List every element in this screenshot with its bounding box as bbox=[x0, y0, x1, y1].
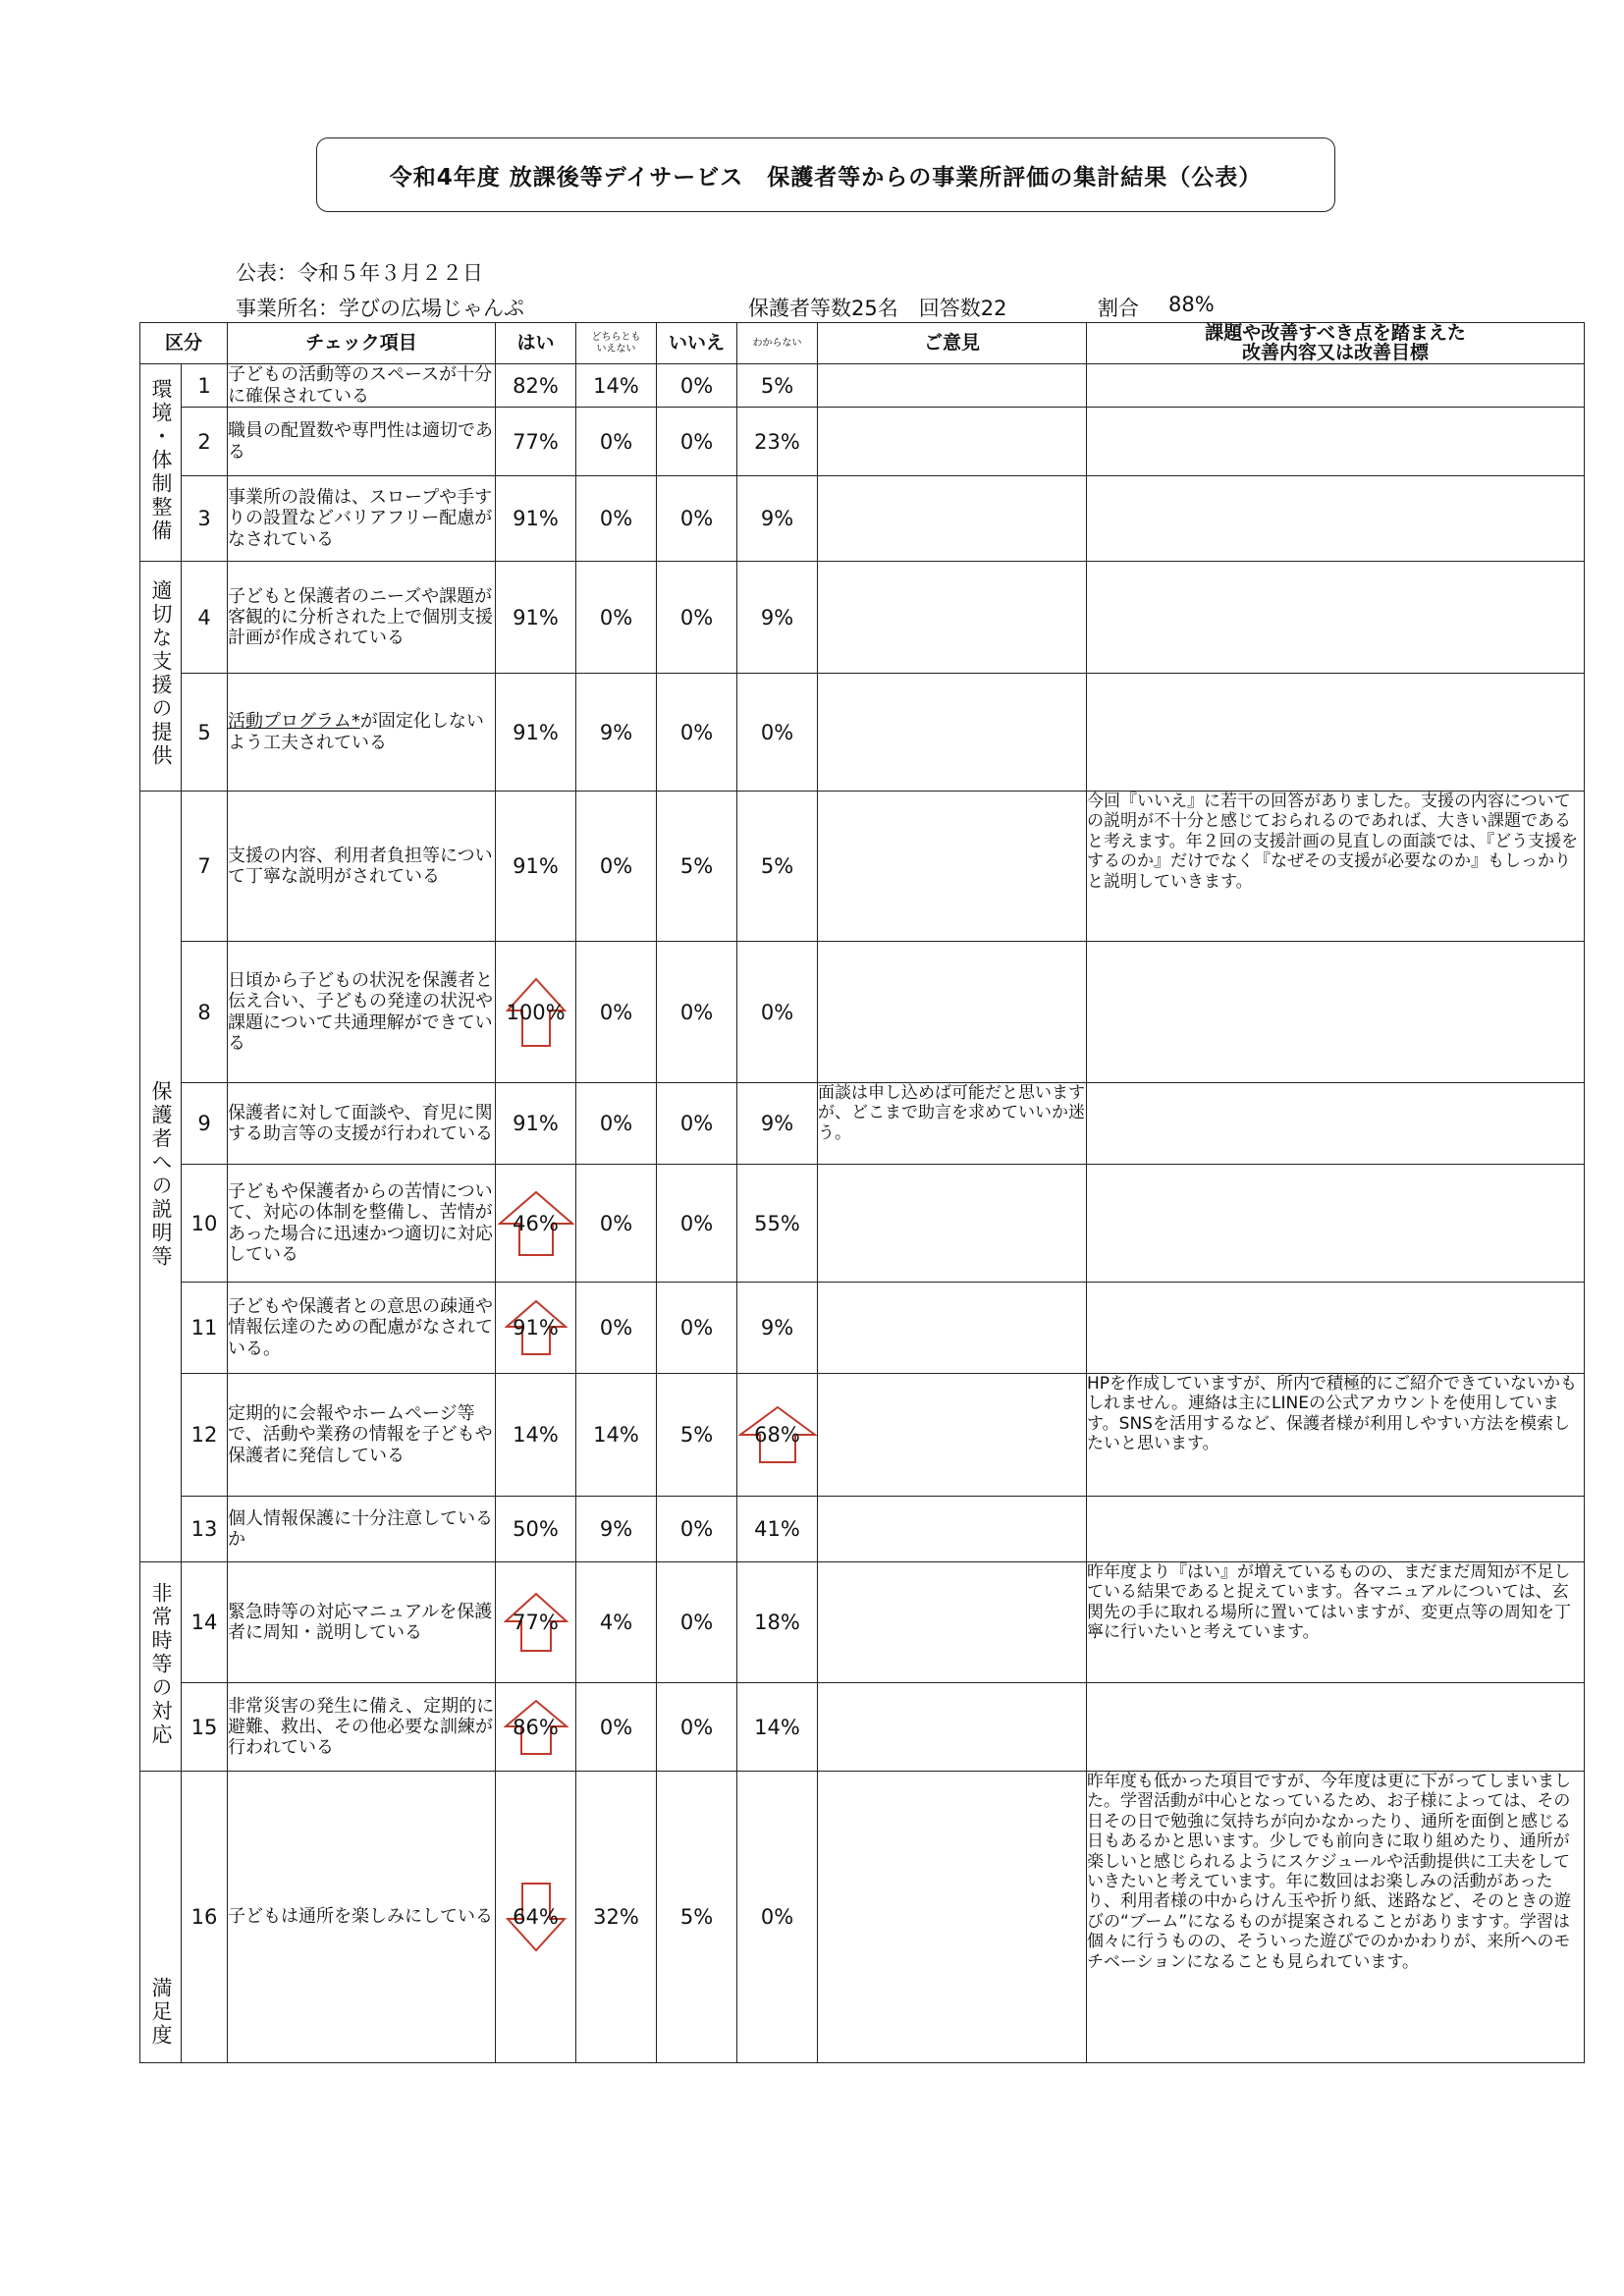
opinion-cell bbox=[818, 476, 1087, 562]
table-row bbox=[140, 1772, 1585, 2063]
yes-percent: 77% bbox=[496, 1562, 576, 1683]
table-row bbox=[140, 942, 1585, 1083]
table-row bbox=[140, 408, 1585, 476]
no-percent: 0% bbox=[657, 1683, 737, 1772]
table-row bbox=[140, 1562, 1585, 1683]
improvement-cell bbox=[1087, 1683, 1585, 1772]
row-number: 5 bbox=[182, 674, 228, 792]
improvement-cell: HPを作成していますが、所内で積極的にご紹介できていないかもしれません。連絡は主にLINEの公式アカウントを使用しています。SNSを活用するなど、保護者様が利用しやすい方法を模索したいと思います。 bbox=[1087, 1374, 1585, 1497]
check-item: 活動プログラム*が固定化しないよう工夫されている bbox=[228, 674, 496, 792]
header-category: 区分 bbox=[140, 323, 228, 364]
unknown-percent: 9% bbox=[737, 562, 818, 674]
opinion-cell bbox=[818, 1562, 1087, 1683]
row-number: 7 bbox=[182, 792, 228, 942]
yes-percent: 64% bbox=[496, 1772, 576, 2063]
improvement-cell bbox=[1087, 674, 1585, 792]
category-explanation: 保護者への説明等 bbox=[140, 792, 182, 1562]
unknown-percent: 18% bbox=[737, 1562, 818, 1683]
row-number: 4 bbox=[182, 562, 228, 674]
header-no: いいえ bbox=[657, 323, 737, 364]
yes-percent: 100% bbox=[496, 942, 576, 1083]
no-percent: 0% bbox=[657, 1165, 737, 1283]
opinion-cell: 面談は申し込めば可能だと思いますが、どこまで助言を求めていいか迷う。 bbox=[818, 1083, 1087, 1165]
opinion-cell bbox=[818, 1165, 1087, 1283]
table-row bbox=[140, 1497, 1585, 1562]
neither-percent: 14% bbox=[576, 1374, 657, 1497]
no-percent: 0% bbox=[657, 562, 737, 674]
published-date: 公表：令和５年３月２２日 bbox=[236, 261, 483, 285]
neither-percent: 9% bbox=[576, 1497, 657, 1562]
table-row bbox=[140, 1083, 1585, 1165]
opinion-cell bbox=[818, 1683, 1087, 1772]
unknown-percent: 0% bbox=[737, 942, 818, 1083]
unknown-percent: 55% bbox=[737, 1165, 818, 1283]
table-row bbox=[140, 1374, 1585, 1497]
no-percent: 0% bbox=[657, 1083, 737, 1165]
header-item: チェック項目 bbox=[228, 323, 496, 364]
opinion-cell bbox=[818, 1772, 1087, 2063]
neither-percent: 4% bbox=[576, 1562, 657, 1683]
header-opinion: ご意見 bbox=[818, 323, 1087, 364]
category-emergency: 非常時等の対応 bbox=[140, 1562, 182, 1772]
neither-percent: 32% bbox=[576, 1772, 657, 2063]
unknown-percent: 5% bbox=[737, 792, 818, 942]
no-percent: 0% bbox=[657, 1283, 737, 1374]
yes-percent: 91% bbox=[496, 674, 576, 792]
header-yes: はい bbox=[496, 323, 576, 364]
no-percent: 0% bbox=[657, 364, 737, 408]
opinion-cell bbox=[818, 562, 1087, 674]
table-row bbox=[140, 1283, 1585, 1374]
unknown-percent: 14% bbox=[737, 1683, 818, 1772]
check-item: 日頃から子どもの状況を保護者と伝え合い、子どもの発達の状況や課題について共通理解ができている bbox=[228, 942, 496, 1083]
neither-percent: 9% bbox=[576, 674, 657, 792]
respondent-count: 保護者等数25名 回答数22 bbox=[748, 297, 1007, 320]
neither-percent: 0% bbox=[576, 476, 657, 562]
opinion-cell bbox=[818, 1497, 1087, 1562]
yes-percent: 91% bbox=[496, 562, 576, 674]
yes-percent: 82% bbox=[496, 364, 576, 408]
opinion-cell bbox=[818, 364, 1087, 408]
unknown-percent: 0% bbox=[737, 674, 818, 792]
header-neither: どちらとも いえない bbox=[576, 323, 657, 364]
unknown-percent: 9% bbox=[737, 1083, 818, 1165]
neither-percent: 0% bbox=[576, 1683, 657, 1772]
table-row bbox=[140, 476, 1585, 562]
no-percent: 0% bbox=[657, 1497, 737, 1562]
yes-percent: 91% bbox=[496, 792, 576, 942]
check-item: 個人情報保護に十分注意しているか bbox=[228, 1497, 496, 1562]
no-percent: 5% bbox=[657, 1772, 737, 2063]
unknown-percent: 23% bbox=[737, 408, 818, 476]
response-ratio-value: 88% bbox=[1168, 293, 1215, 316]
category-environment: 環境・体制整備 bbox=[140, 364, 182, 562]
opinion-cell bbox=[818, 1374, 1087, 1497]
row-number: 10 bbox=[182, 1165, 228, 1283]
no-percent: 5% bbox=[657, 1374, 737, 1497]
improvement-cell bbox=[1087, 408, 1585, 476]
opinion-cell bbox=[818, 674, 1087, 792]
unknown-percent: 9% bbox=[737, 476, 818, 562]
unknown-percent: 9% bbox=[737, 1283, 818, 1374]
row-number: 8 bbox=[182, 942, 228, 1083]
opinion-cell bbox=[818, 1283, 1087, 1374]
check-item: 子どもは通所を楽しみにしている bbox=[228, 1772, 496, 2063]
table-row bbox=[140, 364, 1585, 408]
check-item: 事業所の設備は、スロープや手すりの設置などバリアフリー配慮がなされている bbox=[228, 476, 496, 562]
row-number: 2 bbox=[182, 408, 228, 476]
no-percent: 0% bbox=[657, 1562, 737, 1683]
check-item: 職員の配置数や専門性は適切である bbox=[228, 408, 496, 476]
check-item: 子どもや保護者からの苦情について、対応の体制を整備し、苦情があった場合に迅速かつ適切に対応している bbox=[228, 1165, 496, 1283]
page-title: 令和4年度 放課後等デイサービス 保護者等からの事業所評価の集計結果（公表） bbox=[316, 137, 1335, 212]
unknown-percent: 5% bbox=[737, 364, 818, 408]
row-number: 11 bbox=[182, 1283, 228, 1374]
check-item: 支援の内容、利用者負担等について丁寧な説明がされている bbox=[228, 792, 496, 942]
unknown-percent: 0% bbox=[737, 1772, 818, 2063]
unknown-percent: 41% bbox=[737, 1497, 818, 1562]
check-item: 保護者に対して面談や、育児に関する助言等の支援が行われている bbox=[228, 1083, 496, 1165]
check-item: 子どもや保護者との意思の疎通や情報伝達のための配慮がなされている。 bbox=[228, 1283, 496, 1374]
neither-percent: 0% bbox=[576, 1283, 657, 1374]
table-row bbox=[140, 792, 1585, 942]
row-number: 13 bbox=[182, 1497, 228, 1562]
improvement-cell bbox=[1087, 1165, 1585, 1283]
improvement-cell: 昨年度も低かった項目ですが、今年度は更に下がってしまいました。学習活動が中心となっているため、お子様によっては、その日その日で勉強に気持ちが向かなかったり、通所を面倒と感じる日もあるかと思います。少しでも前向きに取り組めたり、通所が楽しいと感じられるようにスケジュールや活動提供に工夫をしていきたいと考えています。年に数回はお楽しみの活動があったり、利用者様の中からけん玉や折り紙、迷路など、そのときの遊びの“ブーム”になるものが提案されることがありますす。学習は個々に行うものの、そういった遊びでのかかわりが、来所へのモチベーションになることも見られています。 bbox=[1087, 1772, 1585, 2063]
header-unknown: わからない bbox=[737, 323, 818, 364]
row-number: 16 bbox=[182, 1772, 228, 2063]
no-percent: 0% bbox=[657, 408, 737, 476]
header-improvement: 課題や改善すべき点を踏まえた 改善内容又は改善目標 bbox=[1087, 323, 1585, 364]
row-number: 12 bbox=[182, 1374, 228, 1497]
header-row bbox=[140, 323, 1585, 364]
unknown-percent: 68% bbox=[737, 1374, 818, 1497]
yes-percent: 91% bbox=[496, 1083, 576, 1165]
neither-percent: 0% bbox=[576, 408, 657, 476]
improvement-cell bbox=[1087, 476, 1585, 562]
yes-percent: 91% bbox=[496, 1283, 576, 1374]
check-item: 定期的に会報やホームページ等で、活動や業務の情報を子どもや保護者に発信している bbox=[228, 1374, 496, 1497]
no-percent: 0% bbox=[657, 476, 737, 562]
improvement-cell bbox=[1087, 1497, 1585, 1562]
yes-percent: 77% bbox=[496, 408, 576, 476]
neither-percent: 0% bbox=[576, 562, 657, 674]
row-number: 14 bbox=[182, 1562, 228, 1683]
improvement-cell: 今回『いいえ』に若干の回答がありました。支援の内容についての説明が不十分と感じておられるのであれば、大きい課題であると考えます。年２回の支援計画の見直しの面談では、『どう支援をするのか』だけでなく『なぜその支援が必要なのか』もしっかりと説明していきます。 bbox=[1087, 792, 1585, 942]
check-item: 子どもの活動等のスペースが十分に確保されている bbox=[228, 364, 496, 408]
improvement-cell bbox=[1087, 364, 1585, 408]
response-ratio-label: 割合 bbox=[1098, 297, 1139, 320]
row-number: 15 bbox=[182, 1683, 228, 1772]
yes-percent: 46% bbox=[496, 1165, 576, 1283]
row-number: 9 bbox=[182, 1083, 228, 1165]
check-item: 非常災害の発生に備え、定期的に避難、救出、その他必要な訓練が行われている bbox=[228, 1683, 496, 1772]
neither-percent: 0% bbox=[576, 1083, 657, 1165]
neither-percent: 0% bbox=[576, 792, 657, 942]
opinion-cell bbox=[818, 792, 1087, 942]
opinion-cell bbox=[818, 408, 1087, 476]
evaluation-table bbox=[139, 322, 1585, 2063]
row-number: 3 bbox=[182, 476, 228, 562]
no-percent: 0% bbox=[657, 674, 737, 792]
improvement-cell: 昨年度より『はい』が増えているものの、まだまだ周知が不足している結果であると捉えています。各マニュアルについては、玄関先の手に取れる場所に置いてはいますが、変更点等の周知を丁寧に行いたいと考えています。 bbox=[1087, 1562, 1585, 1683]
no-percent: 5% bbox=[657, 792, 737, 942]
table-row bbox=[140, 1165, 1585, 1283]
neither-percent: 0% bbox=[576, 1165, 657, 1283]
improvement-cell bbox=[1087, 942, 1585, 1083]
row-number: 1 bbox=[182, 364, 228, 408]
facility-name: 事業所名：学びの広場じゃんぷ bbox=[236, 297, 524, 320]
check-item: 緊急時等の対応マニュアルを保護者に周知・説明している bbox=[228, 1562, 496, 1683]
opinion-cell bbox=[818, 942, 1087, 1083]
table-row bbox=[140, 674, 1585, 792]
table-row bbox=[140, 1683, 1585, 1772]
improvement-cell bbox=[1087, 562, 1585, 674]
category-support: 適切な支援の提供 bbox=[140, 562, 182, 792]
category-satisfaction: 満足度 bbox=[140, 1772, 182, 2063]
no-percent: 0% bbox=[657, 942, 737, 1083]
yes-percent: 50% bbox=[496, 1497, 576, 1562]
check-item: 子どもと保護者のニーズや課題が客観的に分析された上で個別支援計画が作成されている bbox=[228, 562, 496, 674]
yes-percent: 86% bbox=[496, 1683, 576, 1772]
yes-percent: 14% bbox=[496, 1374, 576, 1497]
neither-percent: 14% bbox=[576, 364, 657, 408]
improvement-cell bbox=[1087, 1083, 1585, 1165]
table-row bbox=[140, 562, 1585, 674]
improvement-cell bbox=[1087, 1283, 1585, 1374]
neither-percent: 0% bbox=[576, 942, 657, 1083]
yes-percent: 91% bbox=[496, 476, 576, 562]
